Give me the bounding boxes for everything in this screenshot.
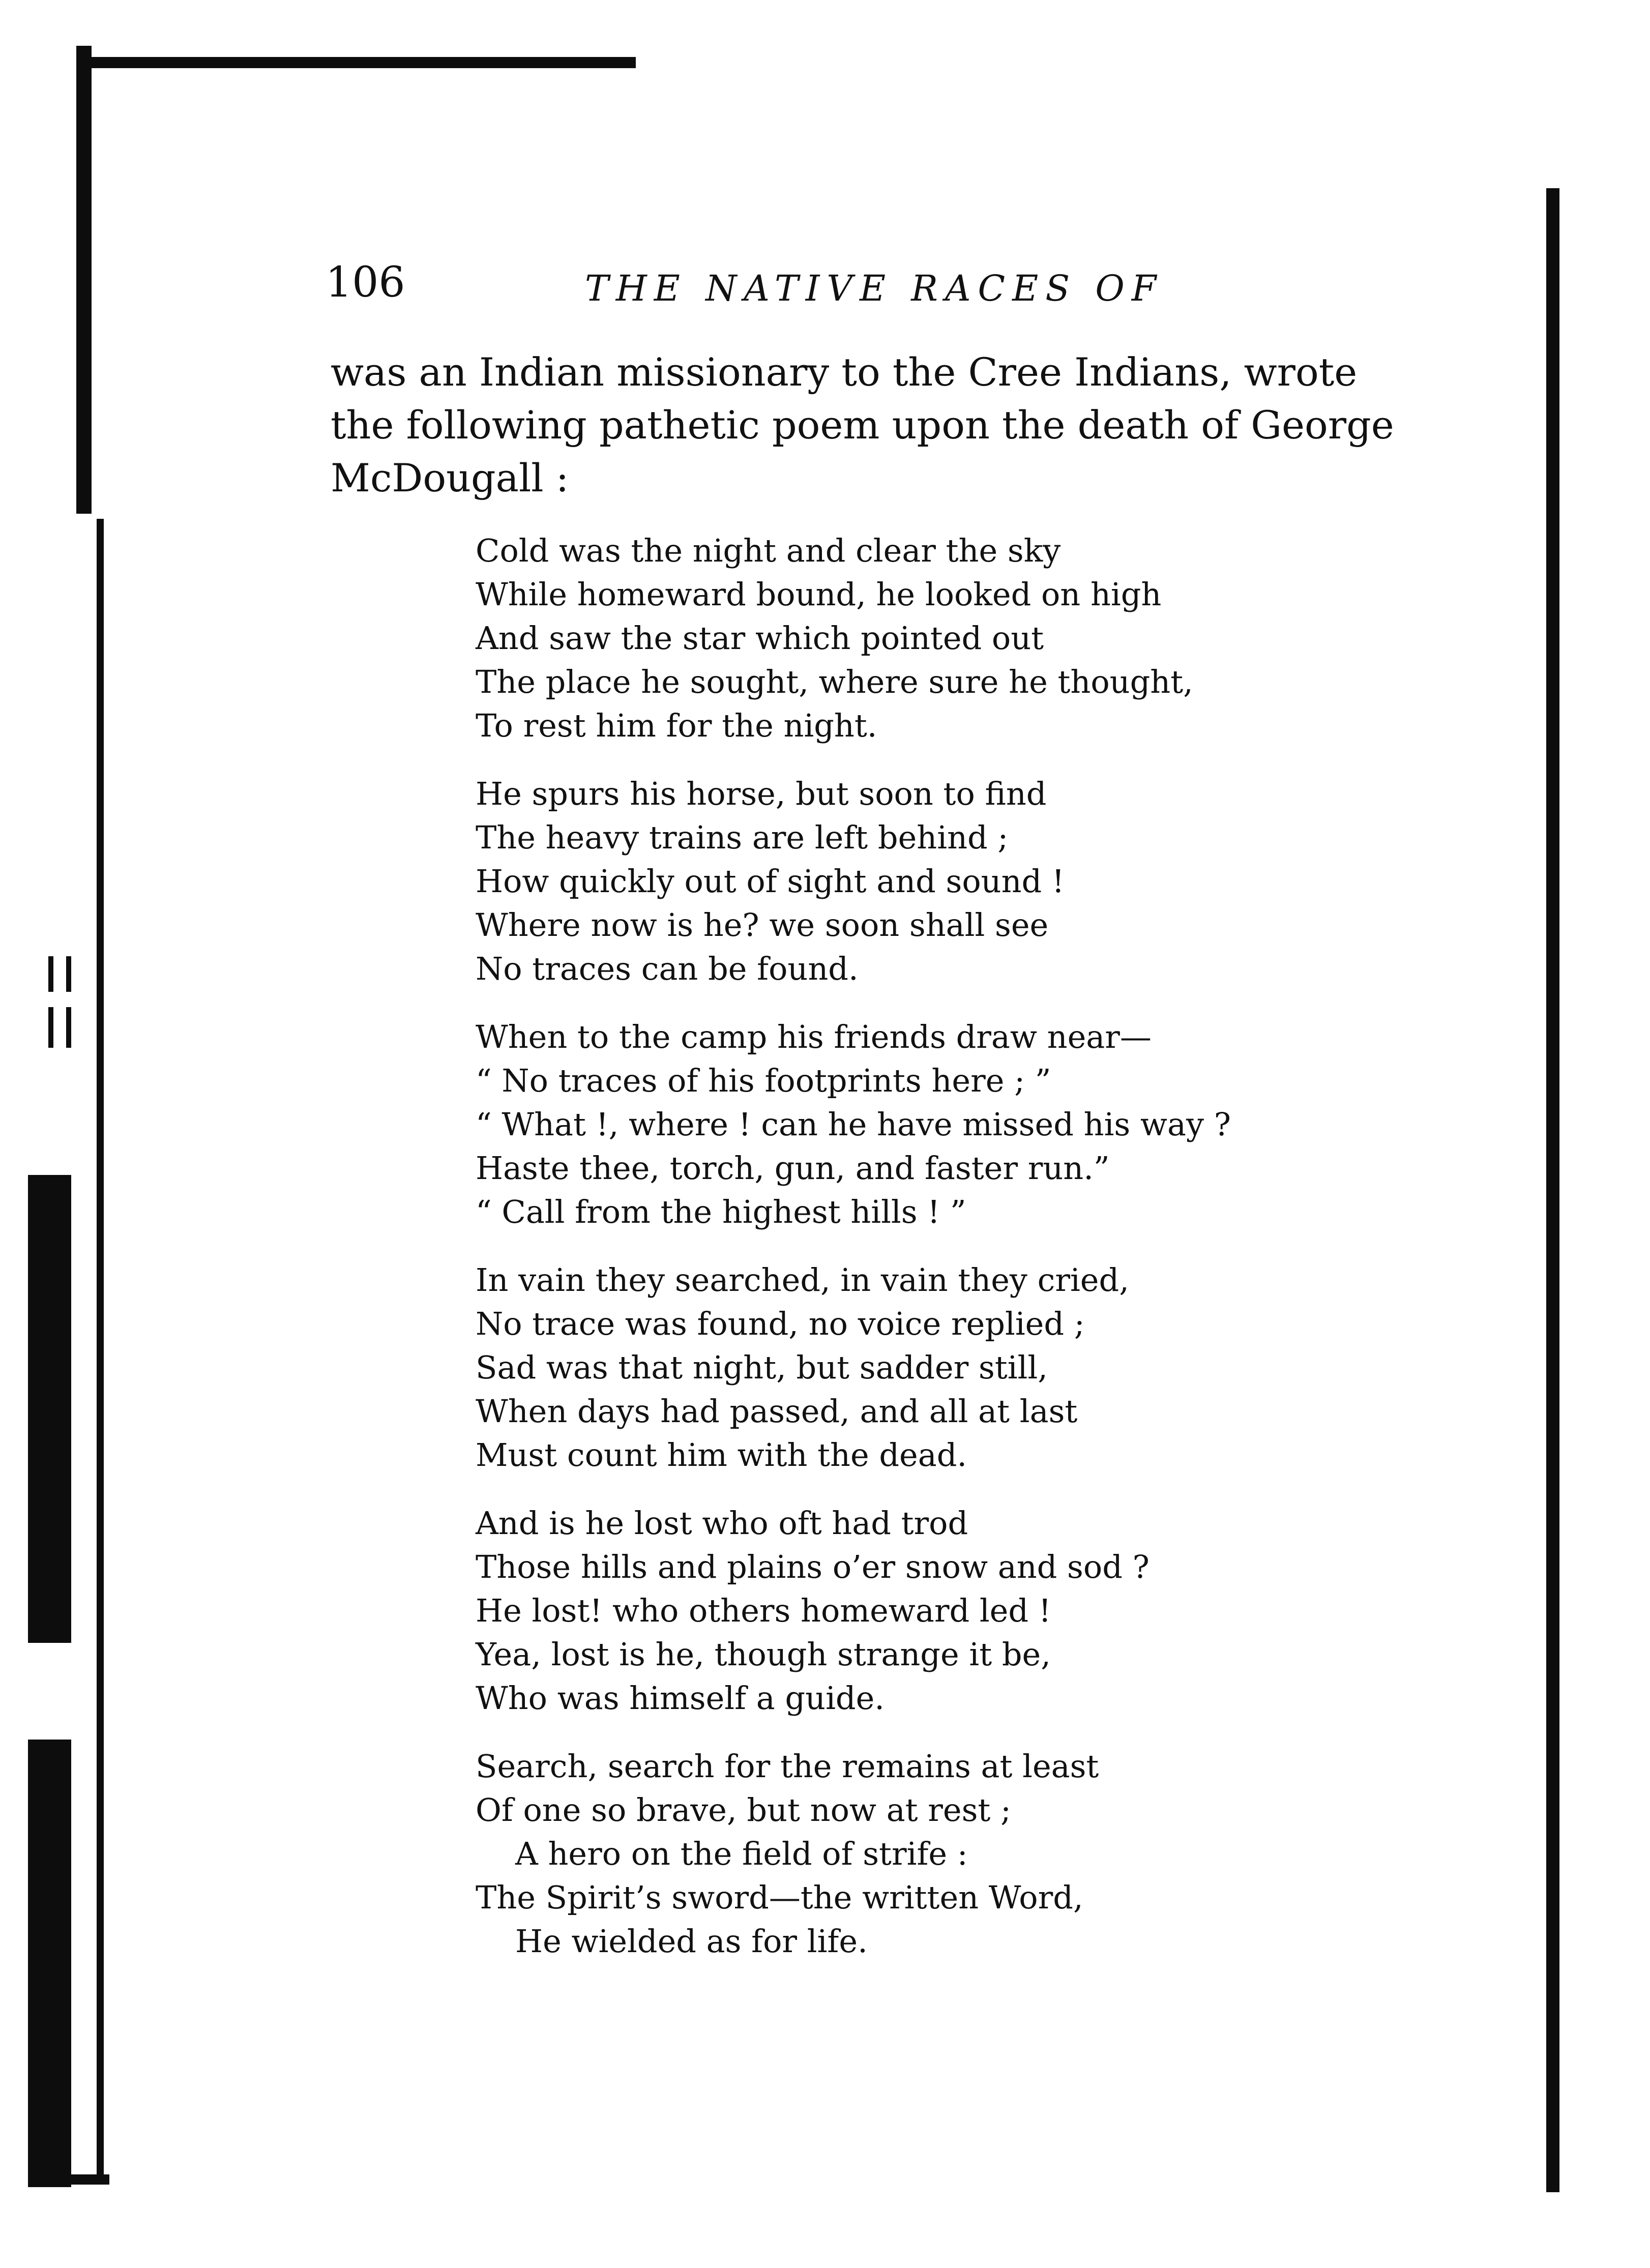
poem-line: No traces can be found. bbox=[476, 950, 859, 987]
poem-line: No trace was found, no voice replied ; bbox=[476, 1305, 1085, 1342]
poem-line: Yea, lost is he, though strange it be, bbox=[476, 1636, 1051, 1673]
poem-line: Search, search for the remains at least bbox=[476, 1748, 1099, 1785]
scan-tick-2 bbox=[66, 956, 71, 992]
poem-line: The Spirit’s sword—the written Word, bbox=[476, 1879, 1083, 1916]
scan-tick-4 bbox=[66, 1007, 71, 1048]
poem-line: He spurs his horse, but soon to find bbox=[476, 775, 1047, 812]
scan-frame-left-upper bbox=[76, 46, 92, 514]
poem-line: When to the camp his friends draw near— bbox=[476, 1018, 1152, 1055]
poem-line: He wielded as for life. bbox=[515, 1923, 868, 1960]
scan-frame-left-edge bbox=[97, 519, 104, 2177]
poem-line: Cold was the night and clear the sky bbox=[476, 532, 1061, 569]
scan-tick-3 bbox=[48, 1007, 53, 1048]
poem-line: He lost! who others homeward led ! bbox=[476, 1592, 1051, 1629]
stanza bbox=[476, 1501, 1300, 1720]
poem-line: And saw the star which pointed out bbox=[476, 620, 1044, 657]
poem-line: “ Call from the highest hills ! ” bbox=[476, 1193, 966, 1230]
poem-line: A hero on the field of strife : bbox=[515, 1835, 968, 1872]
scan-frame-left-bottom bbox=[28, 1740, 71, 2187]
scan-frame-bottom bbox=[28, 2174, 109, 2185]
running-title: THE NATIVE RACES OF bbox=[585, 268, 1164, 309]
stanza bbox=[476, 529, 1300, 748]
poem-line: Sad was that night, but sadder still, bbox=[476, 1349, 1048, 1386]
poem-line: When days had passed, and all at last bbox=[476, 1393, 1078, 1430]
intro-line: McDougall : bbox=[331, 455, 569, 500]
poem-line: And is he lost who oft had trod bbox=[476, 1505, 968, 1542]
poem-line: “ What !, where ! can he have missed his way ? bbox=[476, 1106, 1231, 1143]
stanza bbox=[476, 1745, 1300, 1963]
intro-paragraph bbox=[331, 346, 1409, 505]
scan-frame-right bbox=[1546, 188, 1559, 2192]
poem-line: Of one so brave, but now at rest ; bbox=[476, 1791, 1011, 1829]
intro-line: the following pathetic poem upon the death of George bbox=[331, 402, 1394, 448]
intro-line: was an Indian missionary to the Cree Indians, wrote bbox=[331, 349, 1358, 395]
poem-line: To rest him for the night. bbox=[476, 707, 877, 744]
poem-line: Where now is he? we soon shall see bbox=[476, 906, 1049, 944]
poem-line: While homeward bound, he looked on high bbox=[476, 576, 1162, 613]
poem-line: How quickly out of sight and sound ! bbox=[476, 863, 1065, 900]
poem-line: Haste thee, torch, gun, and faster run.” bbox=[476, 1150, 1110, 1187]
stanza bbox=[476, 1015, 1300, 1234]
poem-line: Must count him with the dead. bbox=[476, 1436, 967, 1474]
poem-line: Who was himself a guide. bbox=[476, 1680, 885, 1717]
poem-line: “ No traces of his footprints here ; ” bbox=[476, 1062, 1051, 1099]
stanza bbox=[476, 772, 1300, 991]
stanza bbox=[476, 1258, 1300, 1477]
poem-line: The heavy trains are left behind ; bbox=[476, 819, 1009, 856]
poem-line: Those hills and plains o’er snow and sod ? bbox=[476, 1548, 1150, 1585]
poem-line: The place he sought, where sure he thought, bbox=[476, 663, 1193, 700]
poem bbox=[476, 529, 1300, 1988]
scan-tick-1 bbox=[48, 956, 53, 992]
poem-line: In vain they searched, in vain they cried, bbox=[476, 1261, 1129, 1299]
page-number: 106 bbox=[326, 258, 405, 307]
scan-frame-left-lower bbox=[28, 1175, 71, 1643]
scan-frame-top bbox=[76, 57, 636, 68]
